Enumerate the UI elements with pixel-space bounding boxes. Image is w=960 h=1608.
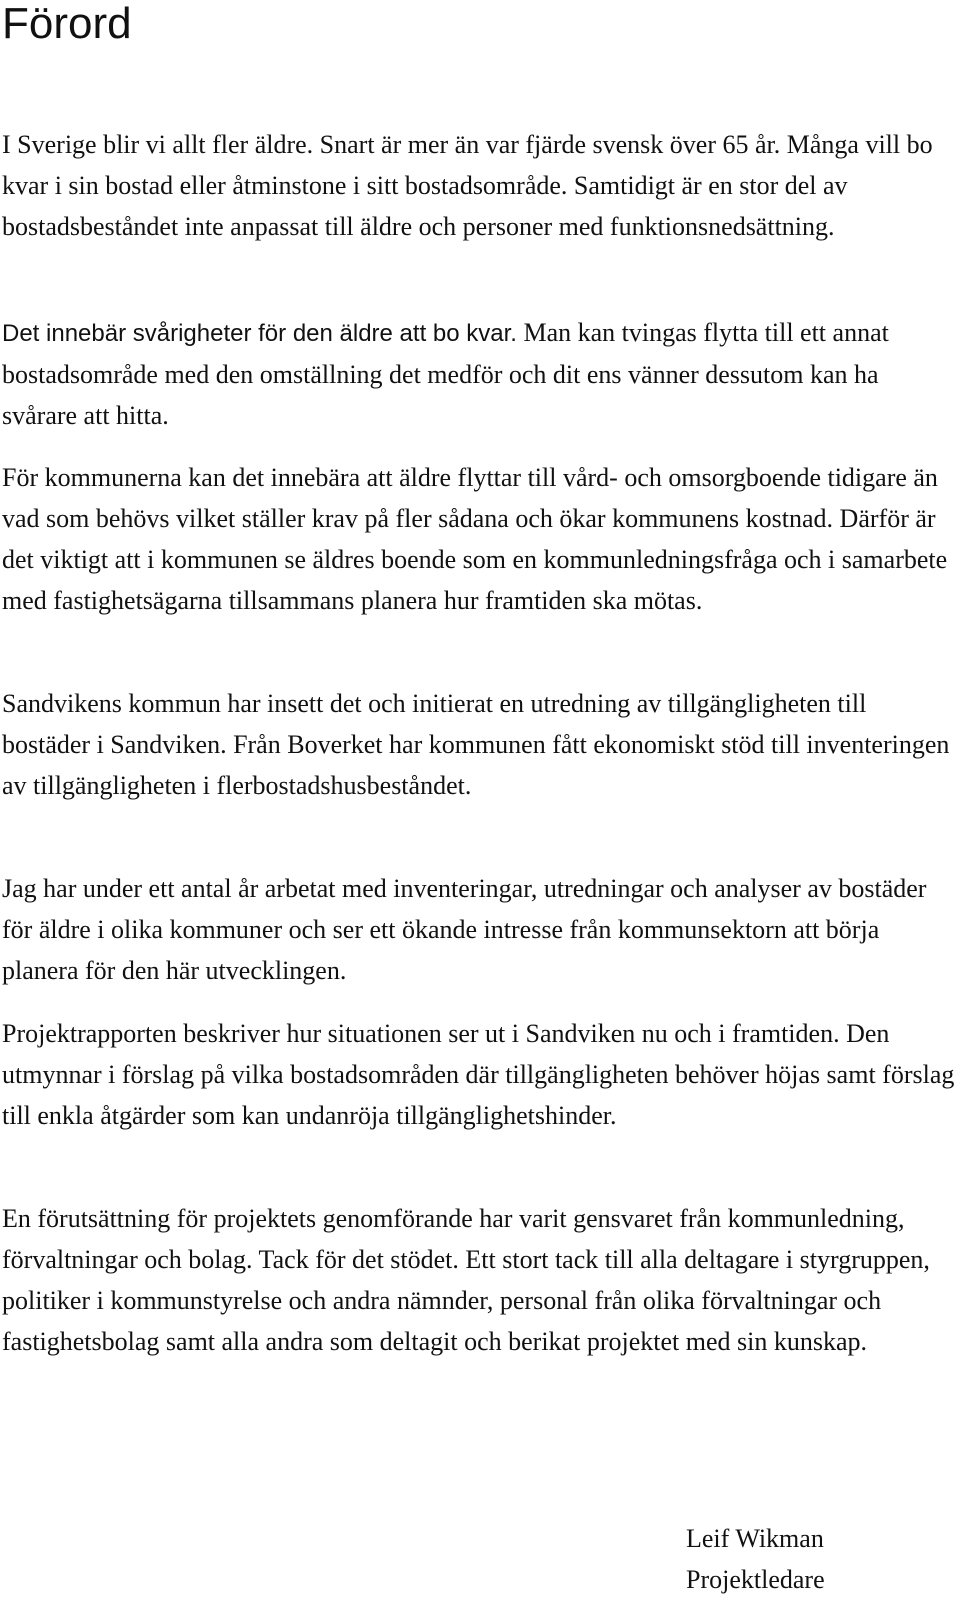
paragraph-text: Sandvikens kommun har insett det och initierat en utredning av tillgängligheten till bostäder i Sandviken. Från Boverket har kommunen fått ekonomiskt stöd till inventeringen av tillgängligheten i flerbostadshusbeståndet. [2,689,950,800]
signature-name: Leif Wikman [686,1524,824,1553]
paragraph-difficulties [2,312,958,436]
paragraph-report [2,1013,958,1136]
signature-block [686,1518,825,1600]
paragraph-text: För kommunerna kan det innebära att äldre flyttar till vård- och omsorgboende tidigare än vad som behövs vilket ställer krav på fler sådana och ökar kommunens kostnad. Därför är det viktigt att i kommunen se äldres boende som en kommunledningsfråga och i samarbete med fastighetsägarna tillsammans planera hur framtiden ska mötas. [2,463,948,615]
paragraph-text: Jag har under ett antal år arbetat med inventeringar, utredningar och analyser av bostäder för äldre i olika kommuner och ser ett ökande intresse från kommunsektorn att börja planera för den här utvecklingen. [2,874,927,985]
paragraph-text: En förutsättning för projektets genomförande har varit gensvaret från kommunledning, förvaltningar och bolag. Tack för det stödet. Ett stort tack till alla deltagare i styrgruppen, politiker i kommunstyrelse och andra nämnder, personal från olika förvaltningar och fastighetsbolag samt alla andra som deltagit och berikat projektet med sin kunskap. [2,1204,930,1356]
signature-role: Projektledare [686,1565,825,1594]
page-title: Förord [2,0,132,48]
paragraph-experience [2,868,958,991]
paragraph-lead-sentence: Det innebär svårigheter för den äldre att bo kvar. [2,320,517,347]
paragraph-text: Man kan tvingas flytta till ett annat bostadsområde med den omställning det medför och dit ens vänner dessutom kan ha svårare att hitta. [2,318,889,430]
paragraph-thanks [2,1198,958,1362]
paragraph-sandviken [2,683,958,806]
paragraph-text: Projektrapporten beskriver hur situationen ser ut i Sandviken nu och i framtiden. Den utmynnar i förslag på vilka bostadsområden där tillgängligheten behöver höjas samt förslag till enkla åtgärder som kan undanröja tillgänglighetshinder. [2,1019,955,1130]
paragraph-intro [2,124,958,247]
paragraph-text: I Sverige blir vi allt fler äldre. Snart är mer än var fjärde svensk över 65 år. Många vill bo kvar i sin bostad eller åtminstone i sitt bostadsområde. Samtidigt är en stor del av bostadsbeståndet inte anpassat till äldre och personer med funktionsnedsättning. [2,130,933,241]
paragraph-municipalities [2,457,958,621]
